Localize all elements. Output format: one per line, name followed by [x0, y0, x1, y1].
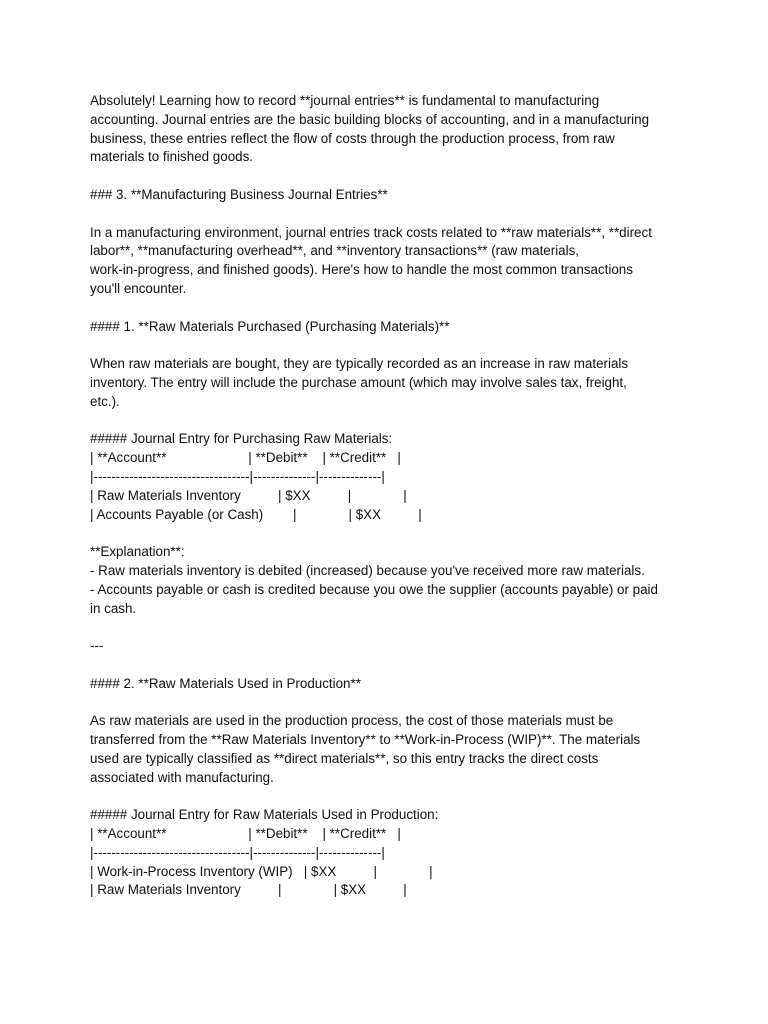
intro-line: Absolutely! Learning how to record **journal entries** is fundamental to manufacturing [90, 93, 600, 108]
journal-entry-heading-2: ##### Journal Entry for Raw Materials Used in Production: [90, 807, 439, 823]
spacer [90, 787, 690, 806]
intro-line: business, these entries reflect the flow of costs through the production process, from raw [90, 130, 615, 146]
subsection-2-body [90, 712, 690, 787]
journal-entry-heading-1: ##### Journal Entry for Purchasing Raw Materials: [90, 431, 393, 447]
section-intro-line: you'll encounter. [90, 280, 187, 296]
spacer [90, 205, 690, 224]
table-row: | Work-in-Process Inventory (WIP) | $XX | | [90, 863, 433, 879]
table-row: | Accounts Payable (or Cash) | | $XX | [90, 506, 422, 522]
spacer [90, 694, 690, 713]
subsection-1-heading: #### 1. **Raw Materials Purchased (Purchasing Materials)** [90, 318, 450, 334]
intro-paragraph [90, 92, 690, 167]
section-intro-line: work-in-progress, and finished goods). Here's how to handle the most common transactions [90, 262, 633, 278]
subsection-2-heading: #### 2. **Raw Materials Used in Production** [90, 675, 361, 691]
intro-line: accounting. Journal entries are the basic building blocks of accounting, and in a manufacturing [90, 111, 650, 127]
intro-line: materials to finished goods. [90, 149, 254, 165]
table-row: |-----------------------------------|--------------|--------------| [90, 468, 385, 484]
section-intro-line: labor**, **manufacturing overhead**, and **inventory transactions** (raw materials, [90, 243, 580, 259]
section-intro-paragraph [90, 224, 690, 299]
spacer [90, 336, 690, 355]
explanation-item: in cash. [90, 600, 137, 616]
document-page [90, 92, 690, 900]
table-row: |-----------------------------------|--------------|--------------| [90, 844, 385, 860]
divider: --- [90, 638, 104, 654]
body-line: inventory. The entry will include the purchase amount (which may involve sales tax, freight, [90, 374, 627, 390]
explanation-label: **Explanation**: [90, 544, 185, 560]
journal-table-2 [90, 825, 690, 900]
body-line: As raw materials are used in the production process, the cost of those materials must be [90, 713, 614, 729]
table-row: | Raw Materials Inventory | | $XX | [90, 882, 407, 898]
spacer [90, 167, 690, 186]
table-row: | **Account** | **Debit** | **Credit** | [90, 450, 401, 466]
spacer [90, 524, 690, 543]
section-heading: ### 3. **Manufacturing Business Journal Entries** [90, 186, 388, 202]
body-line: etc.). [90, 393, 120, 409]
explanation-item: - Raw materials inventory is debited (increased) because you've received more raw materials. [90, 562, 645, 578]
explanation-item: - Accounts payable or cash is credited because you owe the supplier (accounts payable) or paid [90, 581, 658, 597]
table-row: | Raw Materials Inventory | $XX | | [90, 487, 407, 503]
body-line: used are typically classified as **direct materials**, so this entry tracks the direct costs [90, 750, 599, 766]
spacer [90, 656, 690, 675]
body-line: When raw materials are bought, they are typically recorded as an increase in raw materials [90, 356, 629, 372]
spacer [90, 618, 690, 637]
section-intro-line: In a manufacturing environment, journal entries track costs related to **raw materials**, **direct [90, 224, 652, 240]
spacer [90, 412, 690, 431]
body-line: associated with manufacturing. [90, 769, 274, 785]
subsection-1-body [90, 355, 690, 411]
explanation-list [90, 562, 690, 618]
spacer [90, 299, 690, 318]
table-row: | **Account** | **Debit** | **Credit** | [90, 826, 401, 842]
body-line: transferred from the **Raw Materials Inventory** to **Work-in-Process (WIP)**. The materials [90, 732, 641, 748]
journal-table-1 [90, 449, 690, 524]
